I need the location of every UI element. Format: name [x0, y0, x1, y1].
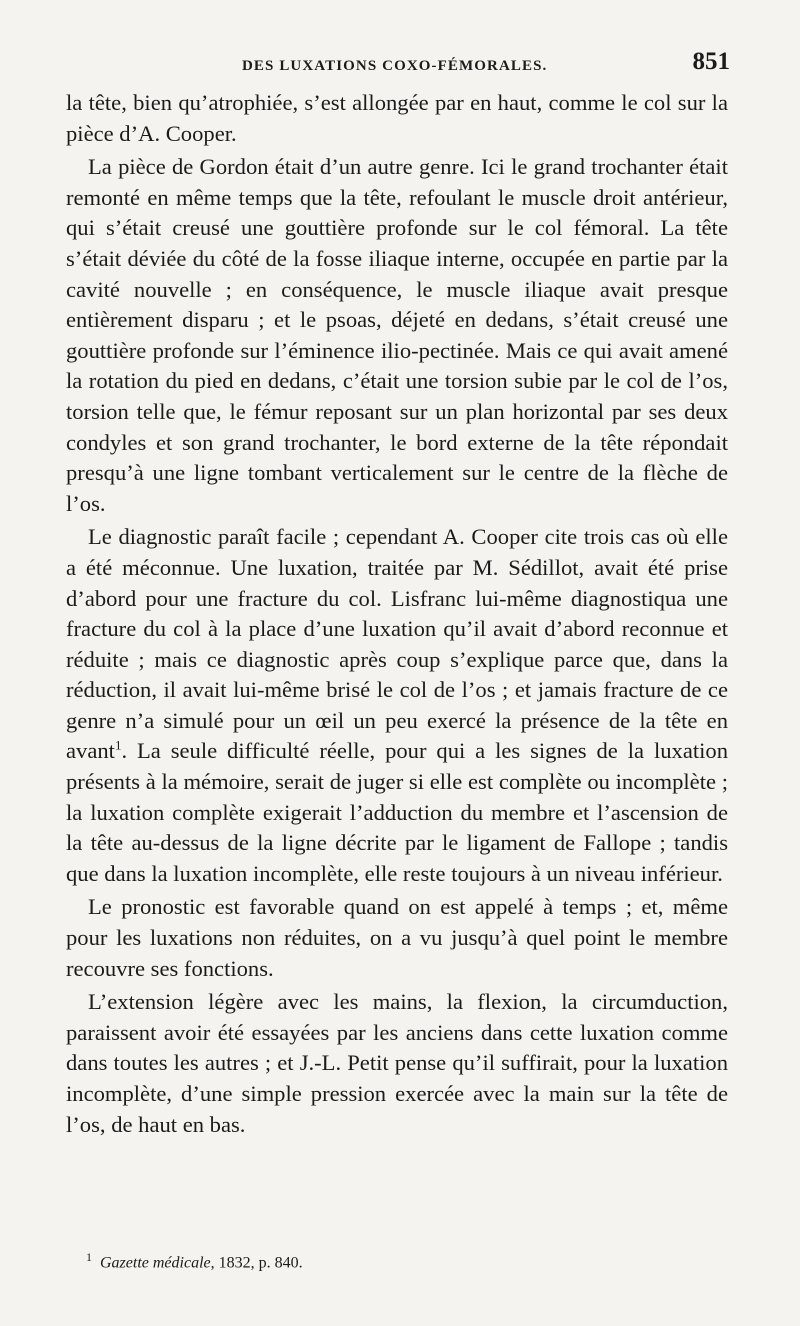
paragraph-diagnostic — [66, 522, 728, 889]
paragraph-gordon-specimen: La pièce de Gordon était d’un autre genre. Ici le grand trochanter était remonté en même temps que la tête, refoulant le muscle droit antérieur, qui s’était creusé une gouttière profonde sur le col fémoral. La tête s’était déviée du côté de la fosse iliaque interne, occupée en partie par la cavité nouvelle ; en conséquence, le muscle iliaque avait presque entièrement disparu ; et le psoas, déjeté en dedans, s’était creusé une gouttière profonde sur l’éminence ilio-pectinée. Mais ce qui avait amené la rotation du pied en dedans, c’était une torsion subie par le col de l’os, torsion telle que, le fémur reposant sur un plan horizontal par ses deux condyles et son grand trochanter, le bord externe de la tête répondait presqu’à une ligne tombant verticalement sur le centre de la flèche de l’os. — [66, 154, 728, 516]
page-header — [66, 44, 730, 84]
paragraph-treatment: L’extension légère avec les mains, la flexion, la circumduction, paraissent avoir été essayées par les anciens dans cette luxation comme dans toutes les autres ; et J.-L. Petit pense qu’il suffirait, pour la luxation incomplète, d’une simple pression exercée avec la main sur la tête de l’os, de haut en bas. — [66, 989, 728, 1137]
footnote-journal: Gazette médicale — [100, 1254, 211, 1272]
page-number: 851 — [692, 48, 730, 75]
footnote-details: , 1832, p. 840. — [210, 1254, 303, 1272]
footnote-mark: 1 — [86, 1250, 92, 1264]
running-title: DES LUXATIONS COXO-FÉMORALES. — [242, 58, 548, 74]
paragraph-prognosis: Le pronostic est favorable quand on est appelé à temps ; et, même pour les luxations non réduites, on a vu jusqu’à quel point le membre recouvre ses fonctions. — [66, 894, 728, 981]
paragraph-diagnostic-text-a: Le diagnostic paraît facile ; cependant A. Cooper cite trois cas où elle a été méconnue. Une luxation, traitée par M. Sédillot, avait été prise d’abord pour une fracture du col. Lisfranc lui-même diagnostiqua une fracture du col à la place d’une luxation qu’il avait d’abord reconnue et réduite ; mais ce diagnostic après coup s’explique parce que, dans la réduction, il avait lui-même brisé le col de l’os ; et jamais fracture de ce genre n’a simulé pour un œil un peu exercé la présence de la tête en avant — [66, 524, 728, 764]
footnote — [86, 1246, 686, 1274]
paragraph-diagnostic-text-b: . La seule difficulté réelle, pour qui a les signes de la luxation présents à la mémoire, serait de juger si elle est complète ou incomplète ; la luxation complète exigerait l’adduction du membre et l’ascension de la tête au-dessus de la ligne décrite par le ligament de Fallope ; tandis que dans la luxation incomplète, elle reste toujours à un niveau inférieur. — [66, 738, 728, 886]
body-text — [66, 88, 728, 1140]
paragraph-continued: la tête, bien qu’atrophiée, s’est allongée par en haut, comme le col sur la pièce d’A. Cooper. — [66, 90, 728, 146]
footnote-reference: 1 — [114, 737, 122, 753]
